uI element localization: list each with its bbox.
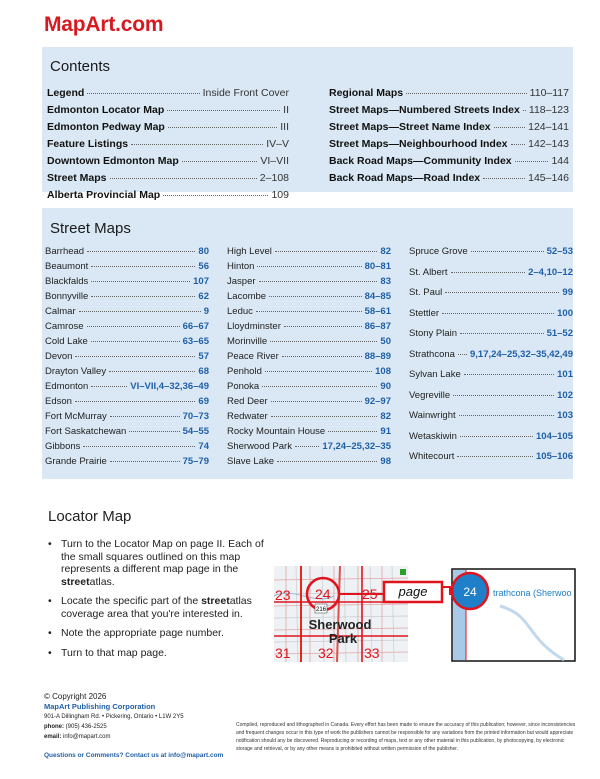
entry-label: Wainwright xyxy=(409,410,456,421)
instruction-3: • Note the appropriate page number. xyxy=(45,627,265,640)
detail-map-label: trathcona (Sherwoo xyxy=(493,588,572,598)
entry-page: 2–4,10–12 xyxy=(528,266,573,278)
street-maps-panel xyxy=(42,208,573,479)
dot-leader xyxy=(91,296,195,297)
entry-page: 9 xyxy=(203,306,209,317)
index-entry xyxy=(45,456,209,471)
instruction-2: • Locate the specific part of the streetatlas coverage area that you're interested in. xyxy=(45,595,265,620)
dot-leader xyxy=(91,266,195,267)
dot-leader xyxy=(167,110,280,111)
index-entry xyxy=(227,396,391,411)
dot-leader xyxy=(459,415,555,416)
index-entry xyxy=(227,336,391,351)
entry-label: Beaumont xyxy=(45,261,89,272)
dot-leader xyxy=(131,144,263,145)
entry-page: 56 xyxy=(198,261,209,272)
index-entry xyxy=(227,261,391,276)
entry-label: Edmonton Locator Map xyxy=(47,104,165,116)
instruction-4: • Turn to that map page. xyxy=(45,647,265,660)
dot-leader xyxy=(265,371,372,372)
entry-label: Camrose xyxy=(45,321,84,332)
index-entry xyxy=(227,456,391,471)
entry-page: 17,24–25,32–35 xyxy=(322,441,391,452)
index-entry xyxy=(45,336,209,351)
entry-page: 57 xyxy=(198,351,209,362)
entry-label: Alberta Provincial Map xyxy=(47,189,161,201)
dot-leader xyxy=(494,127,525,128)
dot-leader xyxy=(259,281,378,282)
entry-label: Blackfalds xyxy=(45,276,89,287)
index-entry xyxy=(329,87,569,104)
dot-leader xyxy=(445,292,559,293)
index-entry xyxy=(45,366,209,381)
dot-leader xyxy=(87,326,180,327)
entry-label: Street Maps—Numbered Streets Index xyxy=(329,104,520,116)
entry-label: Morinville xyxy=(227,336,268,347)
dot-leader xyxy=(257,266,361,267)
index-entry xyxy=(47,104,289,121)
entry-label: Red Deer xyxy=(227,396,268,407)
entry-label: Calmar xyxy=(45,306,76,317)
entry-label: Spruce Grove xyxy=(409,246,468,257)
instruction-1: • Turn to the Locator Map on page II. Each of the small squares outlined on this map represents a different map page in the streetatlas. xyxy=(45,538,265,588)
entry-label: Sylvan Lake xyxy=(409,369,461,380)
entry-label: Gibbons xyxy=(45,441,81,452)
locator-map-excerpt xyxy=(274,566,408,662)
index-entry xyxy=(45,276,209,291)
map-page-23: 23 xyxy=(275,587,291,603)
dot-leader xyxy=(471,251,544,252)
entry-label: Grande Prairie xyxy=(45,456,107,467)
entry-page: II xyxy=(283,104,289,116)
entry-page: 69 xyxy=(198,396,209,407)
entry-page: 98 xyxy=(380,456,391,467)
index-entry xyxy=(47,87,289,104)
entry-label: Feature Listings xyxy=(47,138,129,150)
map-page-25: 25 xyxy=(362,586,378,602)
dot-leader xyxy=(129,431,179,432)
entry-page: Inside Front Cover xyxy=(202,87,289,99)
street-maps-title: Street Maps xyxy=(50,220,131,237)
entry-page: 63–65 xyxy=(182,336,209,347)
entry-label: Vegreville xyxy=(409,389,451,401)
dot-leader xyxy=(511,144,526,145)
copyright: © Copyright 2026 xyxy=(44,692,107,701)
entry-page: 104–105 xyxy=(536,430,573,442)
index-entry xyxy=(47,138,289,155)
publisher-phone: phone: (905) 436-2525 xyxy=(44,724,107,730)
entry-page: 50 xyxy=(380,336,391,347)
entry-page: VI–VII,4–32,36–49 xyxy=(130,381,209,392)
entry-label: Devon xyxy=(45,351,73,362)
dot-leader xyxy=(75,356,195,357)
entry-label: Street Maps—Neighbourhood Index xyxy=(329,138,508,150)
entry-label: Leduc xyxy=(227,306,253,317)
entry-page: 66–67 xyxy=(182,321,209,332)
contents-right-column xyxy=(329,87,569,189)
entry-page: 103 xyxy=(557,410,573,421)
street-maps-column-3 xyxy=(409,246,573,472)
entry-page: 124–141 xyxy=(528,121,569,133)
map-page-32: 32 xyxy=(318,645,334,661)
entry-page: 110–117 xyxy=(529,87,569,99)
entry-page: III xyxy=(280,121,289,133)
contents-left-column xyxy=(47,87,289,206)
entry-page: 75–79 xyxy=(182,456,209,467)
dot-leader xyxy=(163,195,268,196)
dot-leader xyxy=(406,93,527,94)
map-page-24: 24 xyxy=(315,586,331,602)
index-entry xyxy=(409,431,573,452)
index-entry xyxy=(227,291,391,306)
entry-page: 100 xyxy=(557,307,573,319)
index-entry xyxy=(47,172,289,189)
dot-leader xyxy=(295,446,319,447)
entry-label: Sherwood Park xyxy=(227,441,292,452)
entry-label: Barrhead xyxy=(45,246,85,257)
index-entry xyxy=(47,155,289,172)
index-entry xyxy=(409,349,573,370)
entry-page: 92–97 xyxy=(364,396,391,407)
map-place-sherwood: Sherwood xyxy=(308,617,372,632)
entry-page: 108 xyxy=(375,366,391,377)
index-entry xyxy=(227,411,391,426)
index-entry xyxy=(227,441,391,456)
index-entry xyxy=(45,396,209,411)
entry-label: High Level xyxy=(227,246,272,257)
entry-label: St. Albert xyxy=(409,266,448,278)
locator-map-title: Locator Map xyxy=(48,508,132,525)
entry-page: 145–146 xyxy=(528,172,569,184)
index-entry xyxy=(409,267,573,288)
dot-leader xyxy=(458,354,467,355)
entry-page: 144 xyxy=(551,155,569,167)
contact-link[interactable]: Questions or Comments? Contact us at info@mapart.com xyxy=(44,752,224,759)
dot-leader xyxy=(282,356,362,357)
index-entry xyxy=(45,291,209,306)
entry-label: Peace River xyxy=(227,351,279,362)
index-entry xyxy=(409,246,573,267)
index-entry xyxy=(227,351,391,366)
entry-page: 80–81 xyxy=(364,261,391,272)
locator-instructions xyxy=(45,538,265,666)
entry-page: 105–106 xyxy=(536,451,573,462)
dot-leader xyxy=(262,386,377,387)
entry-label: Redwater xyxy=(227,411,268,422)
entry-label: Stony Plain xyxy=(409,328,458,339)
dot-leader xyxy=(91,386,127,387)
dot-leader xyxy=(464,374,554,375)
dot-leader xyxy=(182,161,258,162)
entry-page: 68 xyxy=(198,366,209,377)
entry-label: Hinton xyxy=(227,261,255,272)
publisher-email[interactable]: email: info@mapart.com xyxy=(44,734,111,740)
index-entry xyxy=(47,121,289,138)
entry-label: Penhold xyxy=(227,366,262,377)
entry-label: Fort McMurray xyxy=(45,411,107,422)
dot-leader xyxy=(451,272,526,273)
entry-page: 74 xyxy=(198,441,209,452)
dot-leader xyxy=(83,446,195,447)
index-entry xyxy=(45,441,209,456)
entry-label: Rocky Mountain House xyxy=(227,426,326,437)
dot-leader xyxy=(442,313,554,314)
index-entry xyxy=(227,306,391,321)
entry-page: 2–108 xyxy=(259,172,289,184)
index-entry xyxy=(409,369,573,390)
dot-leader xyxy=(110,178,257,179)
entry-page: 82 xyxy=(380,246,391,257)
dot-leader xyxy=(460,436,533,437)
entry-page: 101 xyxy=(557,369,573,380)
entry-page: 107 xyxy=(193,276,209,287)
entry-label: Street Maps—Street Name Index xyxy=(329,121,491,133)
entry-page: VI–VII xyxy=(260,155,289,167)
entry-page: 109 xyxy=(271,189,289,201)
entry-label: Whitecourt xyxy=(409,451,455,462)
index-entry xyxy=(47,189,289,206)
entry-label: Jasper xyxy=(227,276,256,287)
dot-leader xyxy=(328,431,377,432)
map-page-31: 31 xyxy=(275,645,291,661)
index-entry xyxy=(409,308,573,329)
entry-label: Lloydminster xyxy=(227,321,281,332)
entry-page: 88–89 xyxy=(364,351,391,362)
index-entry xyxy=(227,321,391,336)
index-entry xyxy=(45,321,209,336)
dot-leader xyxy=(109,371,195,372)
index-entry xyxy=(329,104,569,121)
street-maps-column-2 xyxy=(227,246,391,471)
entry-page: 90 xyxy=(380,381,391,392)
footer-publisher-info xyxy=(44,692,223,761)
index-entry xyxy=(409,328,573,349)
entry-label: Street Maps xyxy=(47,172,107,184)
entry-page: 54–55 xyxy=(182,426,209,437)
dot-leader xyxy=(168,127,277,128)
entry-label: Strathcona xyxy=(409,348,455,360)
index-entry xyxy=(409,390,573,411)
dot-leader xyxy=(515,161,549,162)
dot-leader xyxy=(271,416,378,417)
entry-label: Edmonton xyxy=(45,381,89,392)
entry-page: 86–87 xyxy=(364,321,391,332)
dot-leader xyxy=(87,93,199,94)
dot-leader xyxy=(91,281,190,282)
entry-label: Stettler xyxy=(409,307,440,319)
disclaimer: Compiled, reproduced and lithographed in Canada. Every effort has been made to ensure the accuracy of this publication; however, since inconsistencies and frequent changes occur in this type of work the publishers cannot be responsible for any variations from the printed information but would appreciate notification should any be discovered. Reproducing or recording of maps, text or any other material in this publication, by photocopying, by electronic storage and retrieval, or by any other means is prohibited without written permission of the publisher. xyxy=(236,722,576,752)
detail-page-number: 24 xyxy=(463,585,477,599)
index-entry xyxy=(409,410,573,431)
dot-leader xyxy=(75,401,195,402)
dot-leader xyxy=(270,341,377,342)
index-entry xyxy=(329,121,569,138)
entry-page: 80 xyxy=(198,246,209,257)
entry-label: St. Paul xyxy=(409,287,443,298)
index-entry xyxy=(45,246,209,261)
index-entry xyxy=(409,287,573,308)
dot-leader xyxy=(91,341,180,342)
detail-map-excerpt xyxy=(452,569,575,661)
dot-leader xyxy=(284,326,362,327)
publisher-name: MapArt Publishing Corporation xyxy=(44,702,156,711)
entry-label: Back Road Maps—Community Index xyxy=(329,155,512,167)
map-page-33: 33 xyxy=(364,645,380,661)
entry-page: 91 xyxy=(380,426,391,437)
dot-leader xyxy=(277,461,377,462)
dot-leader xyxy=(256,311,362,312)
entry-page: 70–73 xyxy=(182,411,209,422)
mapart-logo[interactable]: MapArt.com xyxy=(44,13,164,36)
index-entry xyxy=(227,276,391,291)
dot-leader xyxy=(453,395,554,396)
contents-title: Contents xyxy=(50,58,111,75)
index-entry xyxy=(45,411,209,426)
index-entry xyxy=(45,381,209,396)
entry-label: Back Road Maps—Road Index xyxy=(329,172,481,184)
entry-label: Downtown Edmonton Map xyxy=(47,155,179,167)
entry-label: Edson xyxy=(45,396,72,407)
dot-leader xyxy=(87,251,195,252)
dot-leader xyxy=(460,333,544,334)
index-entry xyxy=(227,426,391,441)
dot-leader xyxy=(483,178,525,179)
dot-leader xyxy=(457,456,533,457)
index-entry xyxy=(227,366,391,381)
street-maps-column-1 xyxy=(45,246,209,471)
highway-number: 216 xyxy=(315,607,327,613)
index-entry xyxy=(227,381,391,396)
entry-page: 82 xyxy=(380,411,391,422)
entry-page: 62 xyxy=(198,291,209,302)
dot-leader xyxy=(271,401,362,402)
entry-label: Cold Lake xyxy=(45,336,88,347)
publisher-address: 901-A Dillingham Rd. • Pickering, Ontario • L1W 2Y5 xyxy=(44,714,184,720)
entry-label: Slave Lake xyxy=(227,456,275,467)
page-callout-label: page xyxy=(398,584,428,599)
entry-label: Bonnyville xyxy=(45,291,89,302)
locator-map-illustration xyxy=(274,566,576,662)
dot-leader xyxy=(110,416,180,417)
entry-label: Legend xyxy=(47,87,85,99)
entry-page: 102 xyxy=(557,389,573,401)
index-entry xyxy=(45,351,209,366)
dot-leader xyxy=(110,461,180,462)
entry-page: 58–61 xyxy=(364,306,391,317)
dot-leader xyxy=(523,110,526,111)
entry-label: Edmonton Pedway Map xyxy=(47,121,165,133)
entry-page: IV–V xyxy=(266,138,289,150)
index-entry xyxy=(409,451,573,472)
index-entry xyxy=(329,172,569,189)
entry-page: 84–85 xyxy=(364,291,391,302)
index-entry xyxy=(45,306,209,321)
entry-page: 52–53 xyxy=(546,246,573,257)
dot-leader xyxy=(269,296,361,297)
index-entry xyxy=(45,426,209,441)
entry-label: Fort Saskatchewan xyxy=(45,426,127,437)
entry-page: 51–52 xyxy=(546,328,573,339)
entry-label: Drayton Valley xyxy=(45,366,107,377)
entry-page: 9,17,24–25,32–35,42,49 xyxy=(469,348,573,360)
map-place-park: Park xyxy=(328,631,358,646)
entry-page: 142–143 xyxy=(528,138,569,150)
contents-panel xyxy=(42,47,573,201)
dot-leader xyxy=(79,311,201,312)
index-entry xyxy=(227,246,391,261)
entry-label: Lacombe xyxy=(227,291,267,302)
entry-label: Regional Maps xyxy=(329,87,404,99)
index-entry xyxy=(329,138,569,155)
entry-page: 99 xyxy=(562,287,573,298)
index-entry xyxy=(45,261,209,276)
entry-label: Ponoka xyxy=(227,381,260,392)
index-entry xyxy=(329,155,569,172)
dot-leader xyxy=(275,251,378,252)
entry-page: 118–123 xyxy=(528,104,569,116)
entry-label: Wetaskiwin xyxy=(409,430,457,442)
entry-page: 83 xyxy=(380,276,391,287)
